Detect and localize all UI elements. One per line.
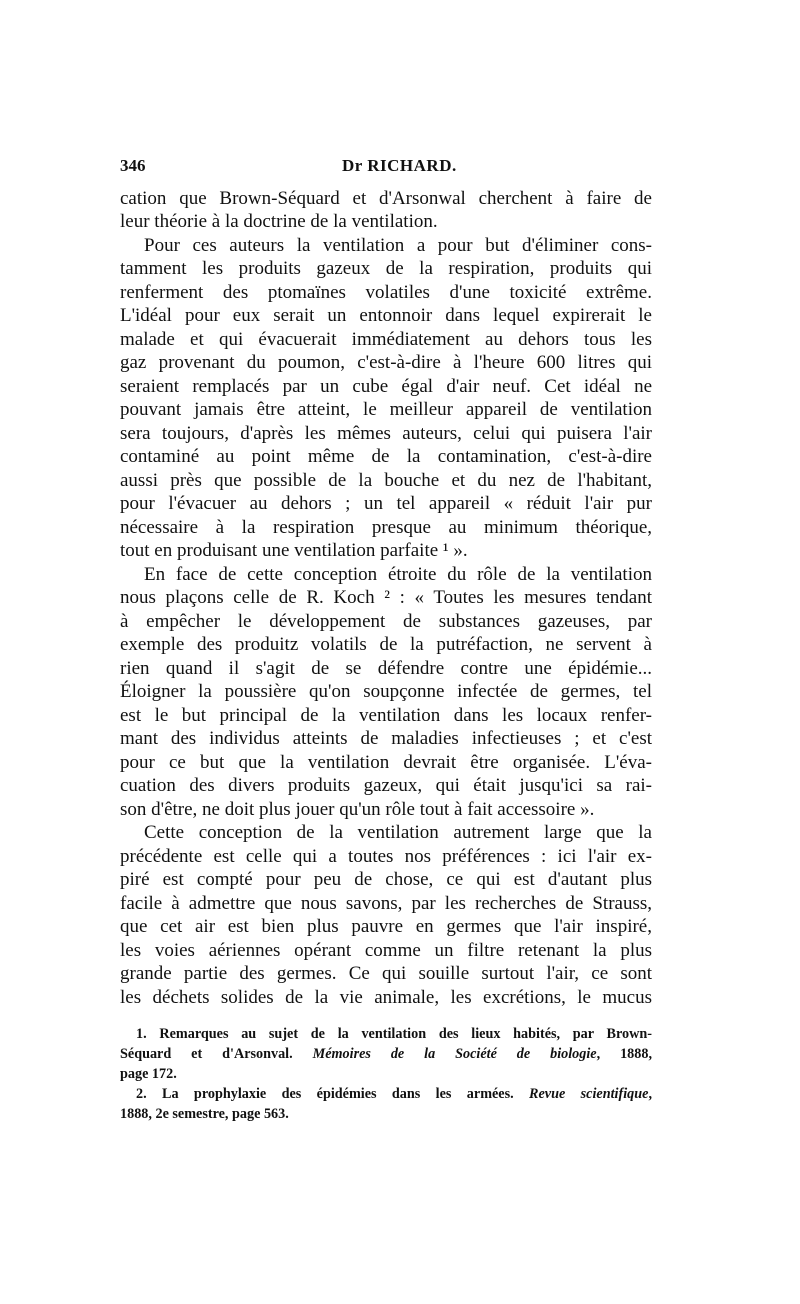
text-line: cuation des divers produits gazeux, qui était jusqu'ici sa rai- bbox=[120, 775, 652, 796]
text-line: mant des individus atteints de maladies infectieuses ; et c'est bbox=[120, 728, 652, 749]
text-line: pour ce but que la ventilation devrait être organisée. L'éva- bbox=[120, 752, 652, 773]
text-line: piré est compté pour peu de chose, ce qui est d'autant plus bbox=[120, 869, 652, 890]
text-line: malade et qui évacuerait immédiatement au dehors tous les bbox=[120, 329, 652, 350]
text-line: nous plaçons celle de R. Koch ² : « Toutes les mesures tendant bbox=[120, 587, 652, 608]
text-line: grande partie des germes. Ce qui souille surtout l'air, ce sont bbox=[120, 963, 652, 984]
footnote-1-line: 1. Remarques au sujet de la ventilation des lieux habités, par Brown- bbox=[136, 1026, 652, 1042]
text-line: L'idéal pour eux serait un entonnoir dans lequel expirerait le bbox=[120, 305, 652, 326]
text-line: pouvant jamais être atteint, le meilleur appareil de ventilation bbox=[120, 399, 652, 420]
text-line: Cette conception de la ventilation autrement large que la bbox=[144, 822, 652, 843]
running-head: Dr RICHARD. bbox=[342, 156, 457, 175]
text-line: Pour ces auteurs la ventilation a pour but d'éliminer cons- bbox=[144, 235, 652, 256]
text-line: Éloigner la poussière qu'on soupçonne infectée de germes, tel bbox=[120, 681, 652, 702]
footnote-1-line: page 172. bbox=[120, 1066, 177, 1082]
text-line: cation que Brown-Séquard et d'Arsonwal cherchent à faire de bbox=[120, 188, 652, 209]
text-line: seraient remplacés par un cube égal d'air neuf. Cet idéal ne bbox=[120, 376, 652, 397]
text-line: gaz provenant du poumon, c'est-à-dire à l'heure 600 litres qui bbox=[120, 352, 652, 373]
text-line: rien quand il s'agit de se défendre contre une épidémie... bbox=[120, 658, 652, 679]
footnote-2-line: 2. La prophylaxie des épidémies dans les armées. Revue scientifique, bbox=[136, 1086, 652, 1102]
page-number: 346 bbox=[120, 156, 146, 175]
footnote-1-line: Séquard et d'Arsonval. Mémoires de la Société de biologie, 1888, bbox=[120, 1046, 652, 1062]
text-line: renferment des ptomaïnes volatiles d'une toxicité extrême. bbox=[120, 282, 652, 303]
text-line: tout en produisant une ventilation parfaite ¹ ». bbox=[120, 540, 468, 561]
text-line: contaminé au point même de la contamination, c'est-à-dire bbox=[120, 446, 652, 467]
text-line: tamment les produits gazeux de la respiration, produits qui bbox=[120, 258, 652, 279]
text-line: sera toujours, d'après les mêmes auteurs, celui qui puisera l'air bbox=[120, 423, 652, 444]
text-line: les voies aériennes opérant comme un filtre retenant la plus bbox=[120, 940, 652, 961]
text-line: est le but principal de la ventilation dans les locaux renfer- bbox=[120, 705, 652, 726]
text-line: son d'être, ne doit plus jouer qu'un rôle tout à fait accessoire ». bbox=[120, 799, 595, 820]
text-line: à empêcher le développement de substances gazeuses, par bbox=[120, 611, 652, 632]
footnote-2-line: 1888, 2e semestre, page 563. bbox=[120, 1106, 289, 1122]
text-line: leur théorie à la doctrine de la ventilation. bbox=[120, 211, 438, 232]
text-line: facile à admettre que nous savons, par les recherches de Strauss, bbox=[120, 893, 652, 914]
text-line: En face de cette conception étroite du rôle de la ventilation bbox=[144, 564, 652, 585]
text-line: les déchets solides de la vie animale, les excrétions, le mucus bbox=[120, 987, 652, 1008]
text-line: précédente est celle qui a toutes nos préférences : ici l'air ex- bbox=[120, 846, 652, 867]
text-line: nécessaire à la respiration presque au minimum théorique, bbox=[120, 517, 652, 538]
text-line: pour l'évacuer au dehors ; un tel appareil « réduit l'air pur bbox=[120, 493, 652, 514]
text-line: exemple des produitz volatils de la putréfaction, ne servent à bbox=[120, 634, 652, 655]
text-line: aussi près que possible de la bouche et du nez de l'habitant, bbox=[120, 470, 652, 491]
running-header bbox=[120, 156, 652, 182]
text-line: que cet air est bien plus pauvre en germes que l'air inspiré, bbox=[120, 916, 652, 937]
